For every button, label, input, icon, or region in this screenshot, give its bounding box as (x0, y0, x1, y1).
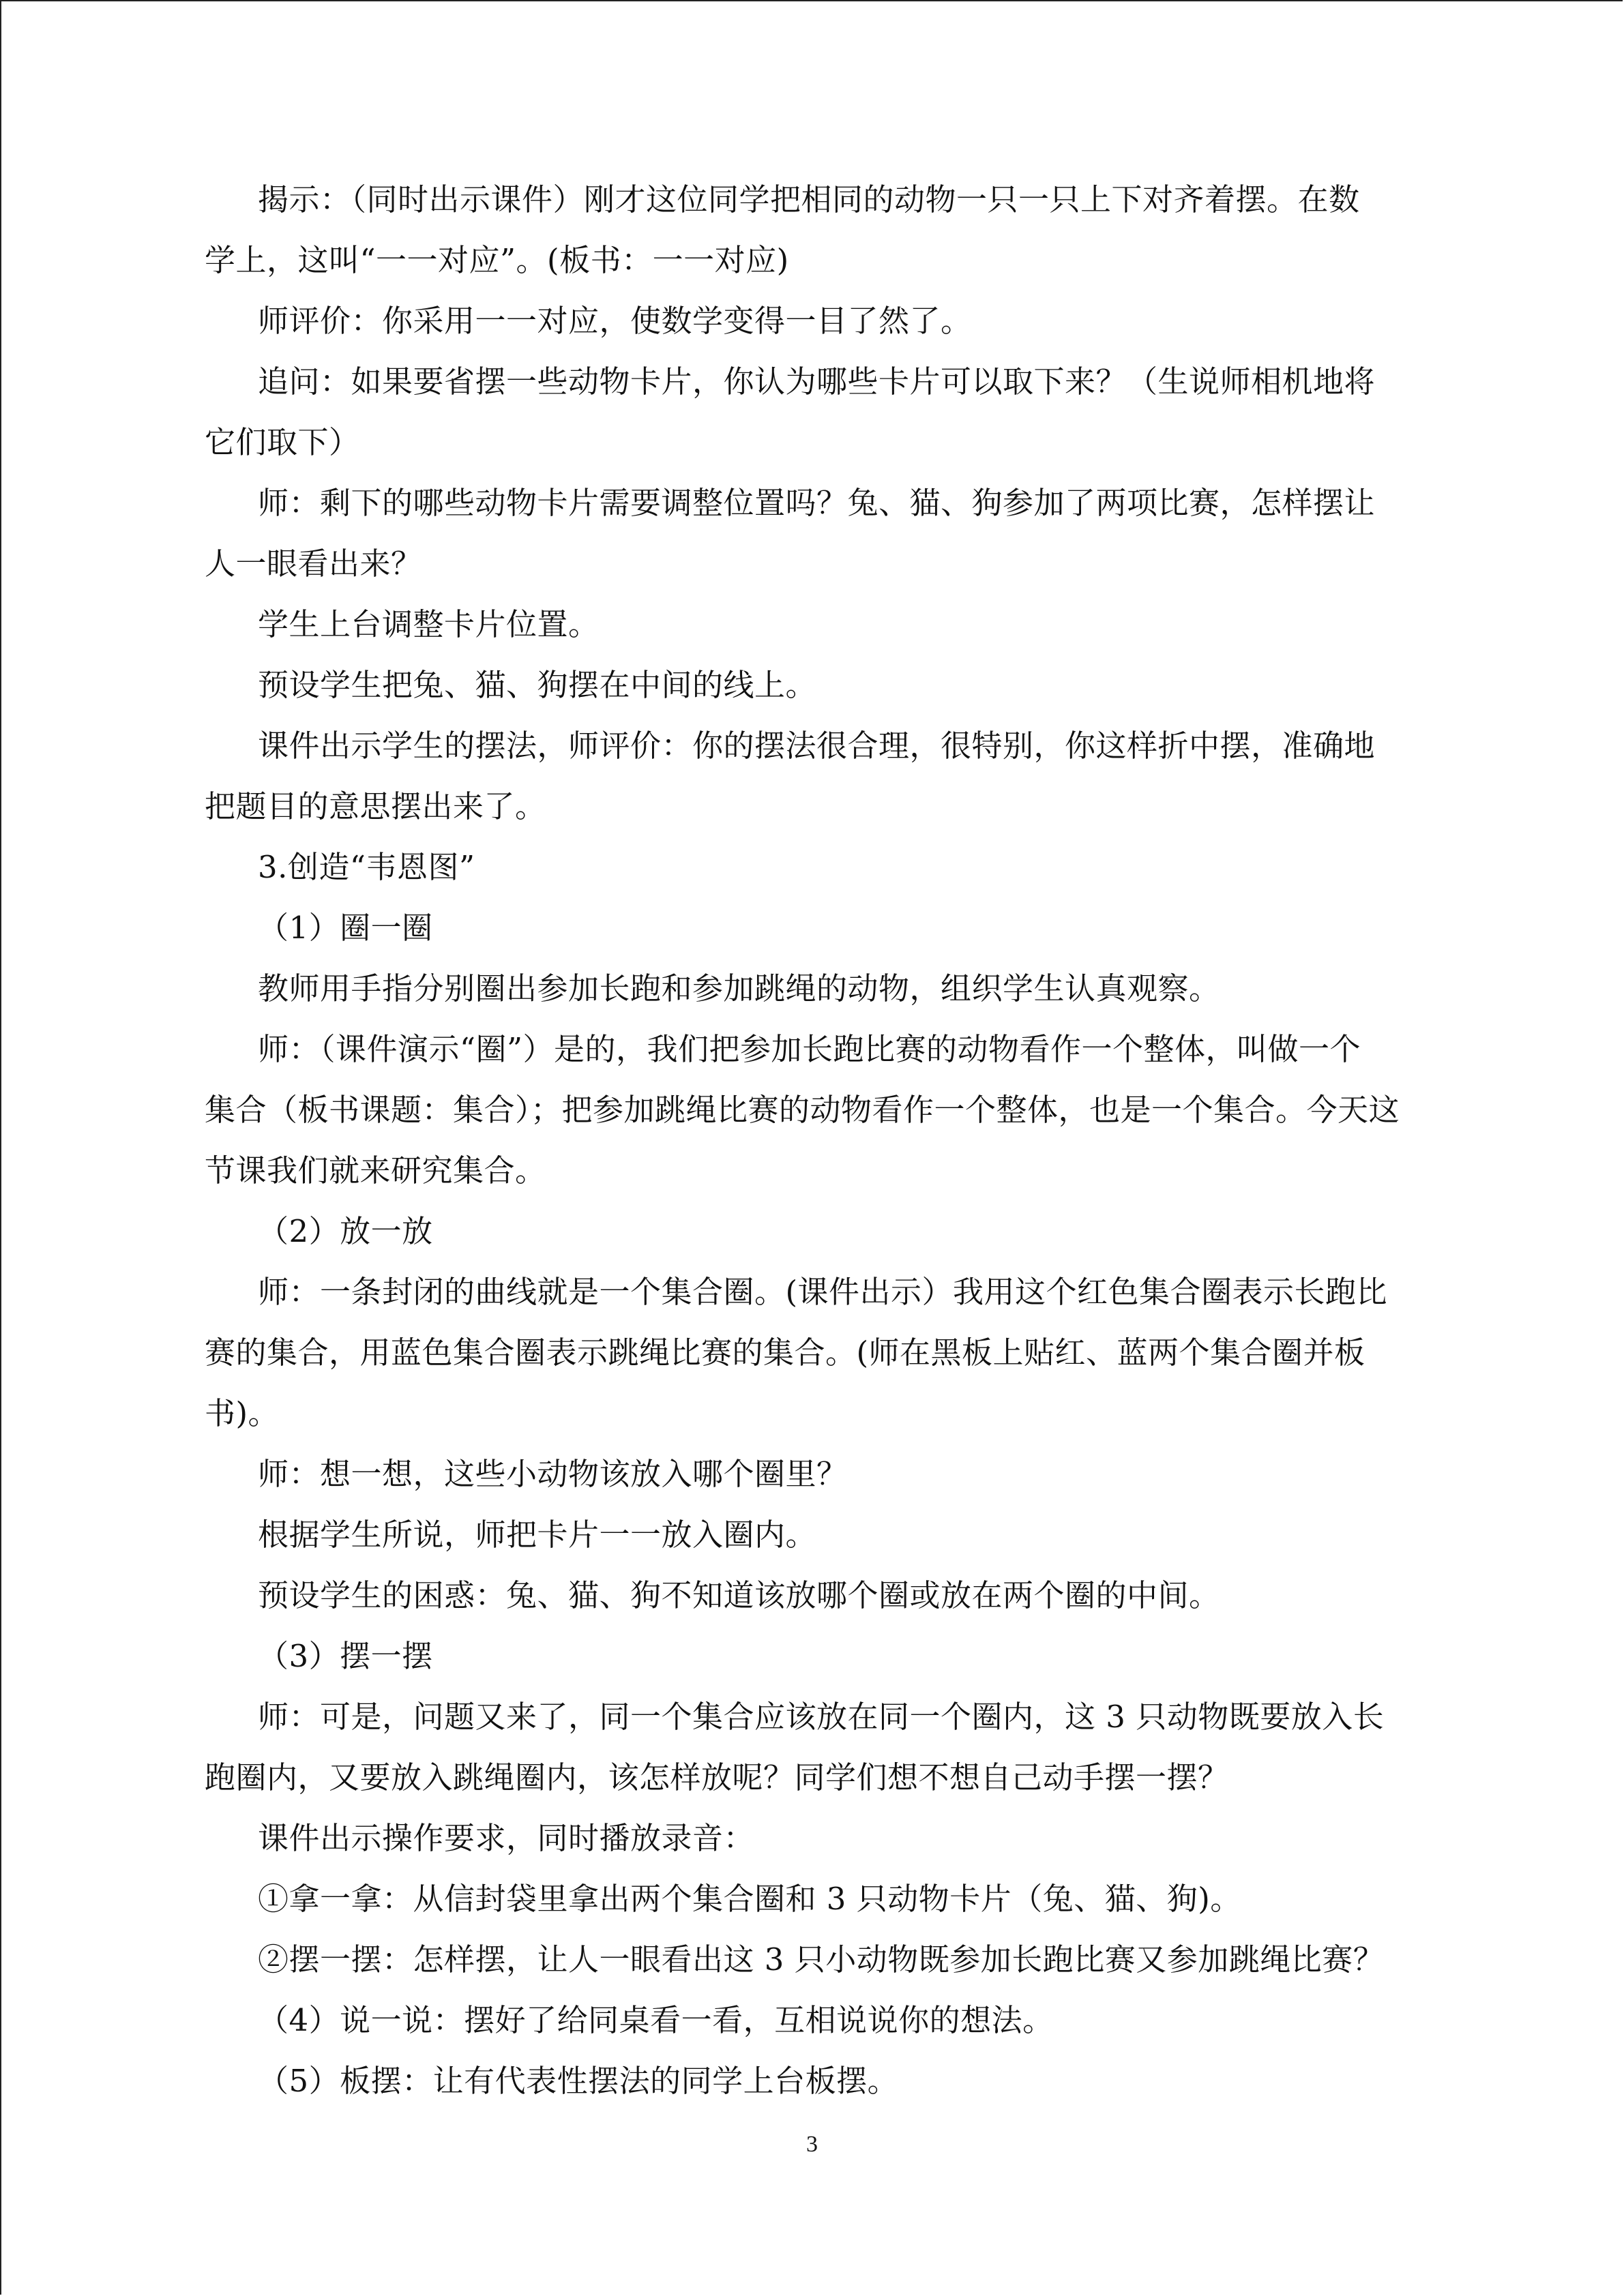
paragraph-line: 预设学生把兔、猫、狗摆在中间的线上。 (258, 667, 817, 703)
section-heading: 3.创造“韦恩图” (258, 849, 475, 885)
paragraph-line: 学生上台调整卡片位置。 (258, 606, 600, 642)
paragraph-line: 课件出示学生的摆法，师评价：你的摆法很合理，很特别，你这样折中摆，准确地 (258, 728, 1376, 764)
subsection-heading: （5）板摆：让有代表性摆法的同学上台板摆。 (258, 2063, 899, 2099)
paragraph-line: ②摆一摆：怎样摆，让人一眼看出这 3 只小动物既参加长跑比赛又参加跳绳比赛？ (258, 1941, 1385, 1978)
paragraph-line: 师：一条封闭的曲线就是一个集合圈。(课件出示）我用这个红色集合圈表示长跑比 (258, 1274, 1388, 1310)
paragraph-line: 赛的集合，用蓝色集合圈表示跳绳比赛的集合。(师在黑板上贴红、蓝两个集合圈并板 (205, 1335, 1365, 1371)
paragraph-line: 把题目的意思摆出来了。 (205, 788, 546, 824)
paragraph-line: 师：想一想，这些小动物该放入哪个圈里？ (258, 1456, 848, 1492)
paragraph-line: 书)。 (205, 1395, 280, 1431)
subsection-heading: （4）说一说：摆好了给同桌看一看，互相说说你的想法。 (258, 2002, 1054, 2038)
paragraph-line: 根据学生所说，师把卡片一一放入圈内。 (258, 1517, 817, 1553)
paragraph-line: 追问：如果要省摆一些动物卡片，你认为哪些卡片可以取下来？（生说师相机地将 (258, 363, 1376, 400)
paragraph-line: 课件出示操作要求，同时播放录音： (258, 1820, 755, 1856)
paragraph-line: 师评价：你采用一一对应，使数学变得一目了然了。 (258, 303, 972, 339)
subsection-heading: （2）放一放 (258, 1213, 433, 1249)
paragraph-line: 跑圈内，又要放入跳绳圈内，该怎样放呢？同学们想不想自己动手摆一摆？ (205, 1759, 1229, 1795)
paragraph-line: 人一眼看出来？ (205, 546, 422, 582)
paragraph-line: 揭示：（同时出示课件）刚才这位同学把相同的动物一只一只上下对齐着摆。在数 (258, 181, 1360, 218)
paragraph-line: 学上，这叫“一一对应”。(板书：一一对应) (205, 242, 789, 278)
paragraph-line: 教师用手指分别圈出参加长跑和参加跳绳的动物，组织学生认真观察。 (258, 970, 1220, 1007)
subsection-heading: （3）摆一摆 (258, 1638, 433, 1674)
paragraph-line: ①拿一拿：从信封袋里拿出两个集合圈和 3 只动物卡片（兔、猫、狗)。 (258, 1881, 1241, 1917)
subsection-heading: （1）圈一圈 (258, 910, 433, 946)
document-body (205, 169, 1453, 2111)
paragraph-line: 集合（板书课题：集合）；把参加跳绳比赛的动物看作一个整体，也是一个集合。今天这 (205, 1092, 1400, 1128)
paragraph-line: 师：可是，问题又来了，同一个集合应该放在同一个圈内，这 3 只动物既要放入长 (258, 1699, 1385, 1735)
paragraph-line: 它们取下） (205, 424, 360, 460)
paragraph-line: 节课我们就来研究集合。 (205, 1152, 546, 1189)
paragraph-line: 师：（课件演示“圈”）是的，我们把参加长跑比赛的动物看作一个整体，叫做一个 (258, 1031, 1361, 1067)
paragraph-line: 预设学生的困惑：兔、猫、狗不知道该放哪个圈或放在两个圈的中间。 (258, 1577, 1220, 1613)
paragraph-line: 师：剩下的哪些动物卡片需要调整位置吗？兔、猫、狗参加了两项比赛，怎样摆让 (258, 485, 1376, 521)
page-number: 3 (806, 2132, 818, 2157)
